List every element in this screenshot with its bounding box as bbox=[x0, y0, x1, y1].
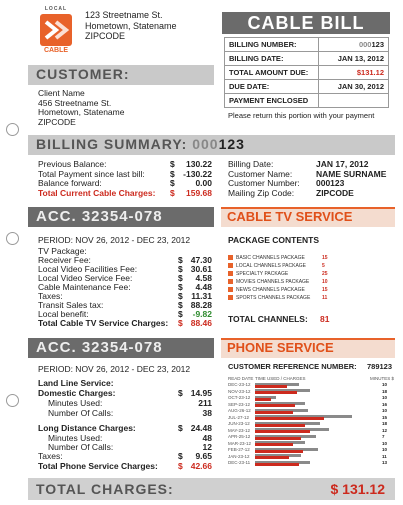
land-line-label: Land Line Service: bbox=[38, 378, 114, 388]
summary-label: Total Current Cable Charges: bbox=[38, 187, 156, 198]
phone-service-header: PHONE SERVICE bbox=[227, 340, 334, 355]
cable-charge-currency: $ bbox=[178, 309, 183, 319]
cable-charge-amount: 30.61 bbox=[190, 264, 212, 274]
usage-minutes-total: 11 bbox=[382, 453, 387, 459]
taxes-currency: $ bbox=[178, 451, 183, 461]
ld-minutes-label: Minutes Used: bbox=[48, 433, 103, 443]
domestic-amount: 14.95 bbox=[190, 388, 212, 398]
summary-label: Previous Balance: bbox=[38, 159, 107, 169]
usage-date-label: MAR-23-12 bbox=[228, 440, 252, 446]
logo-bottom-text: CABLE bbox=[43, 47, 69, 54]
package-square-icon bbox=[228, 255, 233, 260]
summary-info-value: 000123 bbox=[316, 178, 345, 188]
phone-total-label: Total Phone Service Charges: bbox=[38, 461, 158, 471]
cable-charge-amount: 4.58 bbox=[195, 273, 212, 283]
domestic-label: Domestic Charges: bbox=[38, 388, 116, 398]
domestic-calls: 38 bbox=[202, 408, 212, 418]
usage-date-label: DEC-23-12 bbox=[228, 382, 251, 387]
cable-charge-label: Local Video Service Fee: bbox=[38, 273, 133, 283]
usage-chart-header-date: READ DATE bbox=[228, 376, 254, 381]
cable-charge-amount: 88.28 bbox=[190, 300, 212, 310]
usage-minutes-total: 10 bbox=[382, 440, 388, 446]
usage-charges-bar bbox=[255, 430, 310, 433]
summary-currency: $ bbox=[170, 159, 175, 169]
package-name: NEWS CHANNELS PACKAGE bbox=[236, 287, 305, 293]
usage-minutes-total: 13 bbox=[382, 460, 388, 465]
billing-summary-bar bbox=[28, 135, 395, 155]
package-row bbox=[228, 255, 305, 261]
summary-currency: $ bbox=[170, 168, 175, 179]
package-name: SPORTS CHANNELS PACKAGE bbox=[236, 295, 311, 301]
billing-summary-header: BILLING SUMMARY: 000123 bbox=[36, 136, 245, 152]
cable-total-label: Total Cable TV Service Charges: bbox=[38, 318, 169, 328]
usage-charges-bar bbox=[255, 411, 293, 414]
usage-date-label: OCT-23-12 bbox=[228, 395, 251, 400]
cable-charge-amount: 4.48 bbox=[195, 282, 212, 292]
usage-minutes-total: 18 bbox=[382, 421, 388, 426]
usage-minutes-total: 12 bbox=[382, 427, 388, 433]
invoice-box bbox=[224, 37, 389, 108]
summary-info-value: JAN 17, 2012 bbox=[316, 159, 369, 169]
package-count: 10 bbox=[322, 279, 328, 285]
package-square-icon bbox=[228, 271, 233, 276]
usage-charges-bar bbox=[255, 385, 287, 388]
summary-amount: 159.68 bbox=[186, 187, 212, 198]
summary-currency: $ bbox=[170, 187, 175, 198]
usage-date-label: NOV-23-12 bbox=[228, 388, 251, 394]
usage-charges-bar bbox=[255, 391, 297, 394]
cable-account-bar bbox=[28, 207, 214, 227]
cable-charge-amount: -9.82 bbox=[192, 309, 212, 319]
cable-charge-amount: 47.30 bbox=[190, 255, 212, 265]
cable-account-header: ACC. 32354-078 bbox=[36, 208, 163, 225]
domestic-calls-label: Number Of Calls: bbox=[48, 408, 114, 418]
customer-ref-number: 789123 bbox=[367, 362, 393, 371]
package-name: BASIC CHANNELS PACKAGE bbox=[236, 255, 305, 261]
invoice-row-label: PAYMENT ENCLOSED bbox=[225, 94, 319, 108]
customer-address-line2: Hometown, Statename bbox=[38, 107, 125, 118]
cable-charge-amount: 11.31 bbox=[191, 291, 212, 301]
usage-date-label: MAY-23-12 bbox=[228, 427, 251, 433]
tv-package-label: TV Package: bbox=[38, 246, 87, 256]
package-square-icon bbox=[228, 263, 233, 268]
package-row bbox=[228, 271, 288, 277]
ld-amount: 24.48 bbox=[190, 423, 212, 433]
logo-top-text: LOCAL bbox=[44, 6, 68, 12]
total-channels: 81 bbox=[320, 314, 330, 324]
phone-total-amount: 42.66 bbox=[190, 461, 212, 471]
usage-date-label: FEB-27-12 bbox=[228, 447, 250, 452]
cable-charge-currency: $ bbox=[178, 291, 183, 301]
ld-currency: $ bbox=[178, 423, 183, 433]
cable-charge-currency: $ bbox=[178, 273, 183, 283]
phone-account-header: ACC. 32354-078 bbox=[36, 339, 163, 356]
phone-account-bar bbox=[28, 338, 214, 358]
invoice-row-label: BILLING DATE: bbox=[225, 52, 319, 66]
package-square-icon bbox=[228, 287, 233, 292]
summary-label: Total Payment since last bill: bbox=[38, 168, 145, 179]
package-row bbox=[228, 279, 309, 285]
total-bar bbox=[28, 478, 395, 500]
usage-minutes-total: 15 bbox=[382, 414, 388, 420]
usage-date-label: JAN-23-12 bbox=[228, 453, 250, 459]
usage-minutes-total: 10 bbox=[382, 382, 388, 387]
usage-charges-bar bbox=[255, 463, 299, 466]
usage-date-label: JUN-23-12 bbox=[228, 421, 250, 426]
company-address-line1: 123 Streetname St. bbox=[85, 10, 163, 20]
company-address-line2: Hometown, Statename bbox=[85, 20, 177, 31]
phone-total-currency: $ bbox=[178, 461, 183, 471]
invoice-row bbox=[225, 80, 389, 94]
package-count: 15 bbox=[322, 255, 328, 261]
cable-charge-label: Receiver Fee: bbox=[38, 255, 91, 265]
package-name: LOCAL CHANNELS PACKAGE bbox=[236, 263, 307, 269]
cable-charge-currency: $ bbox=[178, 282, 183, 292]
summary-label: Balance forward: bbox=[38, 178, 102, 188]
domestic-minutes-label: Minutes Used: bbox=[48, 398, 103, 408]
cable-charge-label: Local Video Facilities Fee: bbox=[38, 264, 138, 274]
summary-info-label: Mailing Zip Code: bbox=[228, 187, 295, 198]
usage-charges-bar bbox=[255, 424, 305, 427]
phone-service-bar bbox=[221, 338, 395, 358]
usage-minutes-total: 10 bbox=[382, 408, 388, 413]
usage-minutes-total: 16 bbox=[382, 401, 388, 407]
usage-charges-bar bbox=[255, 404, 295, 407]
summary-info-label: Customer Name: bbox=[228, 168, 293, 179]
package-square-icon bbox=[228, 279, 233, 284]
logo-mark-icon bbox=[40, 14, 72, 46]
usage-date-label: JUL-27-12 bbox=[228, 414, 250, 420]
package-count: 11 bbox=[322, 295, 328, 301]
invoice-row-label: TOTAL AMOUNT DUE: bbox=[225, 66, 319, 80]
usage-charges-bar bbox=[255, 456, 289, 459]
usage-chart-header-minutes: MINUTES $ bbox=[370, 376, 395, 381]
customer-header: CUSTOMER: bbox=[36, 66, 130, 82]
invoice-row bbox=[225, 52, 389, 66]
summary-info-label: Customer Number: bbox=[228, 178, 300, 188]
domestic-minutes: 211 bbox=[198, 398, 212, 408]
usage-date-label: SEP-23-12 bbox=[228, 401, 251, 407]
usage-date-label: AUG-26-12 bbox=[228, 408, 251, 413]
customer-header-bar bbox=[28, 65, 214, 85]
cable-charge-label: Transit Sales tax: bbox=[38, 300, 104, 310]
cable-total-currency: $ bbox=[178, 318, 183, 328]
ld-calls-label: Number Of Calls: bbox=[48, 442, 114, 452]
package-name: SPECIALTY PACKAGE bbox=[236, 271, 289, 277]
package-count: 25 bbox=[322, 271, 328, 277]
package-square-icon bbox=[228, 295, 233, 300]
total-charges-label: TOTAL CHARGES: bbox=[36, 481, 174, 497]
invoice-row bbox=[225, 66, 389, 80]
usage-charges-bar bbox=[255, 443, 293, 446]
customer-address-line1: 456 Streetname St. bbox=[38, 97, 112, 108]
usage-chart-header-charges: TIME USED / CHARGES bbox=[255, 376, 306, 381]
cable-charge-label: Cable Maintenance Fee: bbox=[38, 282, 131, 292]
invoice-row bbox=[225, 94, 389, 108]
cable-total-amount: 88.46 bbox=[190, 318, 212, 328]
bill-title-bar bbox=[222, 12, 390, 34]
company-logo bbox=[38, 6, 74, 56]
binder-hole bbox=[6, 394, 19, 407]
invoice-row-value: $131.12 bbox=[319, 66, 389, 80]
company-address-line3: ZIPCODE bbox=[85, 31, 126, 41]
ld-calls: 12 bbox=[202, 442, 212, 452]
invoice-row-value bbox=[319, 94, 389, 108]
cable-service-bar bbox=[221, 207, 395, 227]
cable-charge-label: Taxes: bbox=[38, 291, 63, 301]
package-row bbox=[228, 287, 305, 293]
cable-charge-currency: $ bbox=[178, 300, 183, 310]
usage-date-label: DEC-23-11 bbox=[228, 460, 251, 465]
usage-minutes-total: 7 bbox=[382, 434, 385, 439]
invoice-row-value: 000123 bbox=[319, 38, 389, 52]
customer-name: Client Name bbox=[38, 88, 85, 98]
summary-amount: 0.00 bbox=[195, 178, 212, 188]
domestic-currency: $ bbox=[178, 388, 183, 398]
customer-ref-label: CUSTOMER REFERENCE NUMBER: bbox=[228, 362, 357, 371]
package-row bbox=[228, 295, 310, 301]
cable-service-header: CABLE TV SERVICE bbox=[227, 209, 353, 224]
invoice-value-prefix: 000 bbox=[358, 40, 372, 49]
ld-minutes: 48 bbox=[202, 433, 212, 443]
invoice-row bbox=[225, 38, 389, 52]
return-note: Please return this portion with your payment bbox=[228, 111, 375, 120]
package-name: MOVIES CHANNELS PACKAGE bbox=[236, 279, 310, 285]
phone-period: PERIOD: NOV 26, 2012 - DEC 23, 2012 bbox=[38, 364, 191, 374]
package-contents-label: PACKAGE CONTENTS bbox=[228, 235, 319, 245]
package-count: 5 bbox=[322, 263, 325, 269]
summary-amount: 130.22 bbox=[186, 159, 212, 169]
binder-hole bbox=[6, 123, 19, 136]
customer-address bbox=[38, 89, 124, 127]
invoice-row-label: DUE DATE: bbox=[225, 80, 319, 94]
usage-minutes-total: 10 bbox=[382, 395, 388, 400]
invoice-row-value: JAN 30, 2012 bbox=[319, 80, 389, 94]
binder-hole bbox=[6, 232, 19, 245]
summary-info-value: ZIPCODE bbox=[316, 187, 354, 198]
usage-charges-bar bbox=[255, 417, 324, 420]
summary-amount: -130.22 bbox=[183, 168, 212, 179]
long-distance-label: Long Distance Charges: bbox=[38, 423, 136, 433]
cable-period: PERIOD: NOV 26, 2012 - DEC 23, 2012 bbox=[38, 235, 191, 245]
total-charges-amount: $ 131.12 bbox=[330, 481, 385, 497]
package-count: 15 bbox=[322, 287, 328, 293]
cable-charge-currency: $ bbox=[178, 255, 183, 265]
company-address bbox=[85, 10, 177, 42]
customer-zip: ZIPCODE bbox=[38, 116, 76, 127]
usage-charges-bar bbox=[255, 398, 271, 401]
usage-charges-bar bbox=[255, 437, 301, 440]
invoice-row-value: JAN 13, 2012 bbox=[319, 52, 389, 66]
taxes-amount: 9.65 bbox=[195, 451, 212, 461]
usage-minutes-total: 18 bbox=[382, 388, 388, 394]
taxes-label: Taxes: bbox=[38, 451, 63, 461]
usage-date-label: APR-25-12 bbox=[228, 434, 251, 439]
summary-info-label: Billing Date: bbox=[228, 159, 274, 169]
package-row bbox=[228, 263, 306, 269]
bill-title: CABLE BILL bbox=[247, 13, 365, 33]
total-channels-label: TOTAL CHANNELS: bbox=[228, 314, 308, 324]
cable-charge-currency: $ bbox=[178, 264, 183, 274]
summary-info-value: NAME SURNAME bbox=[316, 168, 387, 179]
usage-charges-bar bbox=[255, 450, 303, 453]
invoice-row-label: BILLING NUMBER: bbox=[225, 38, 319, 52]
summary-currency: $ bbox=[170, 178, 175, 188]
cable-charge-label: Local benefit: bbox=[38, 309, 89, 319]
usage-minutes-total: 10 bbox=[382, 447, 388, 452]
